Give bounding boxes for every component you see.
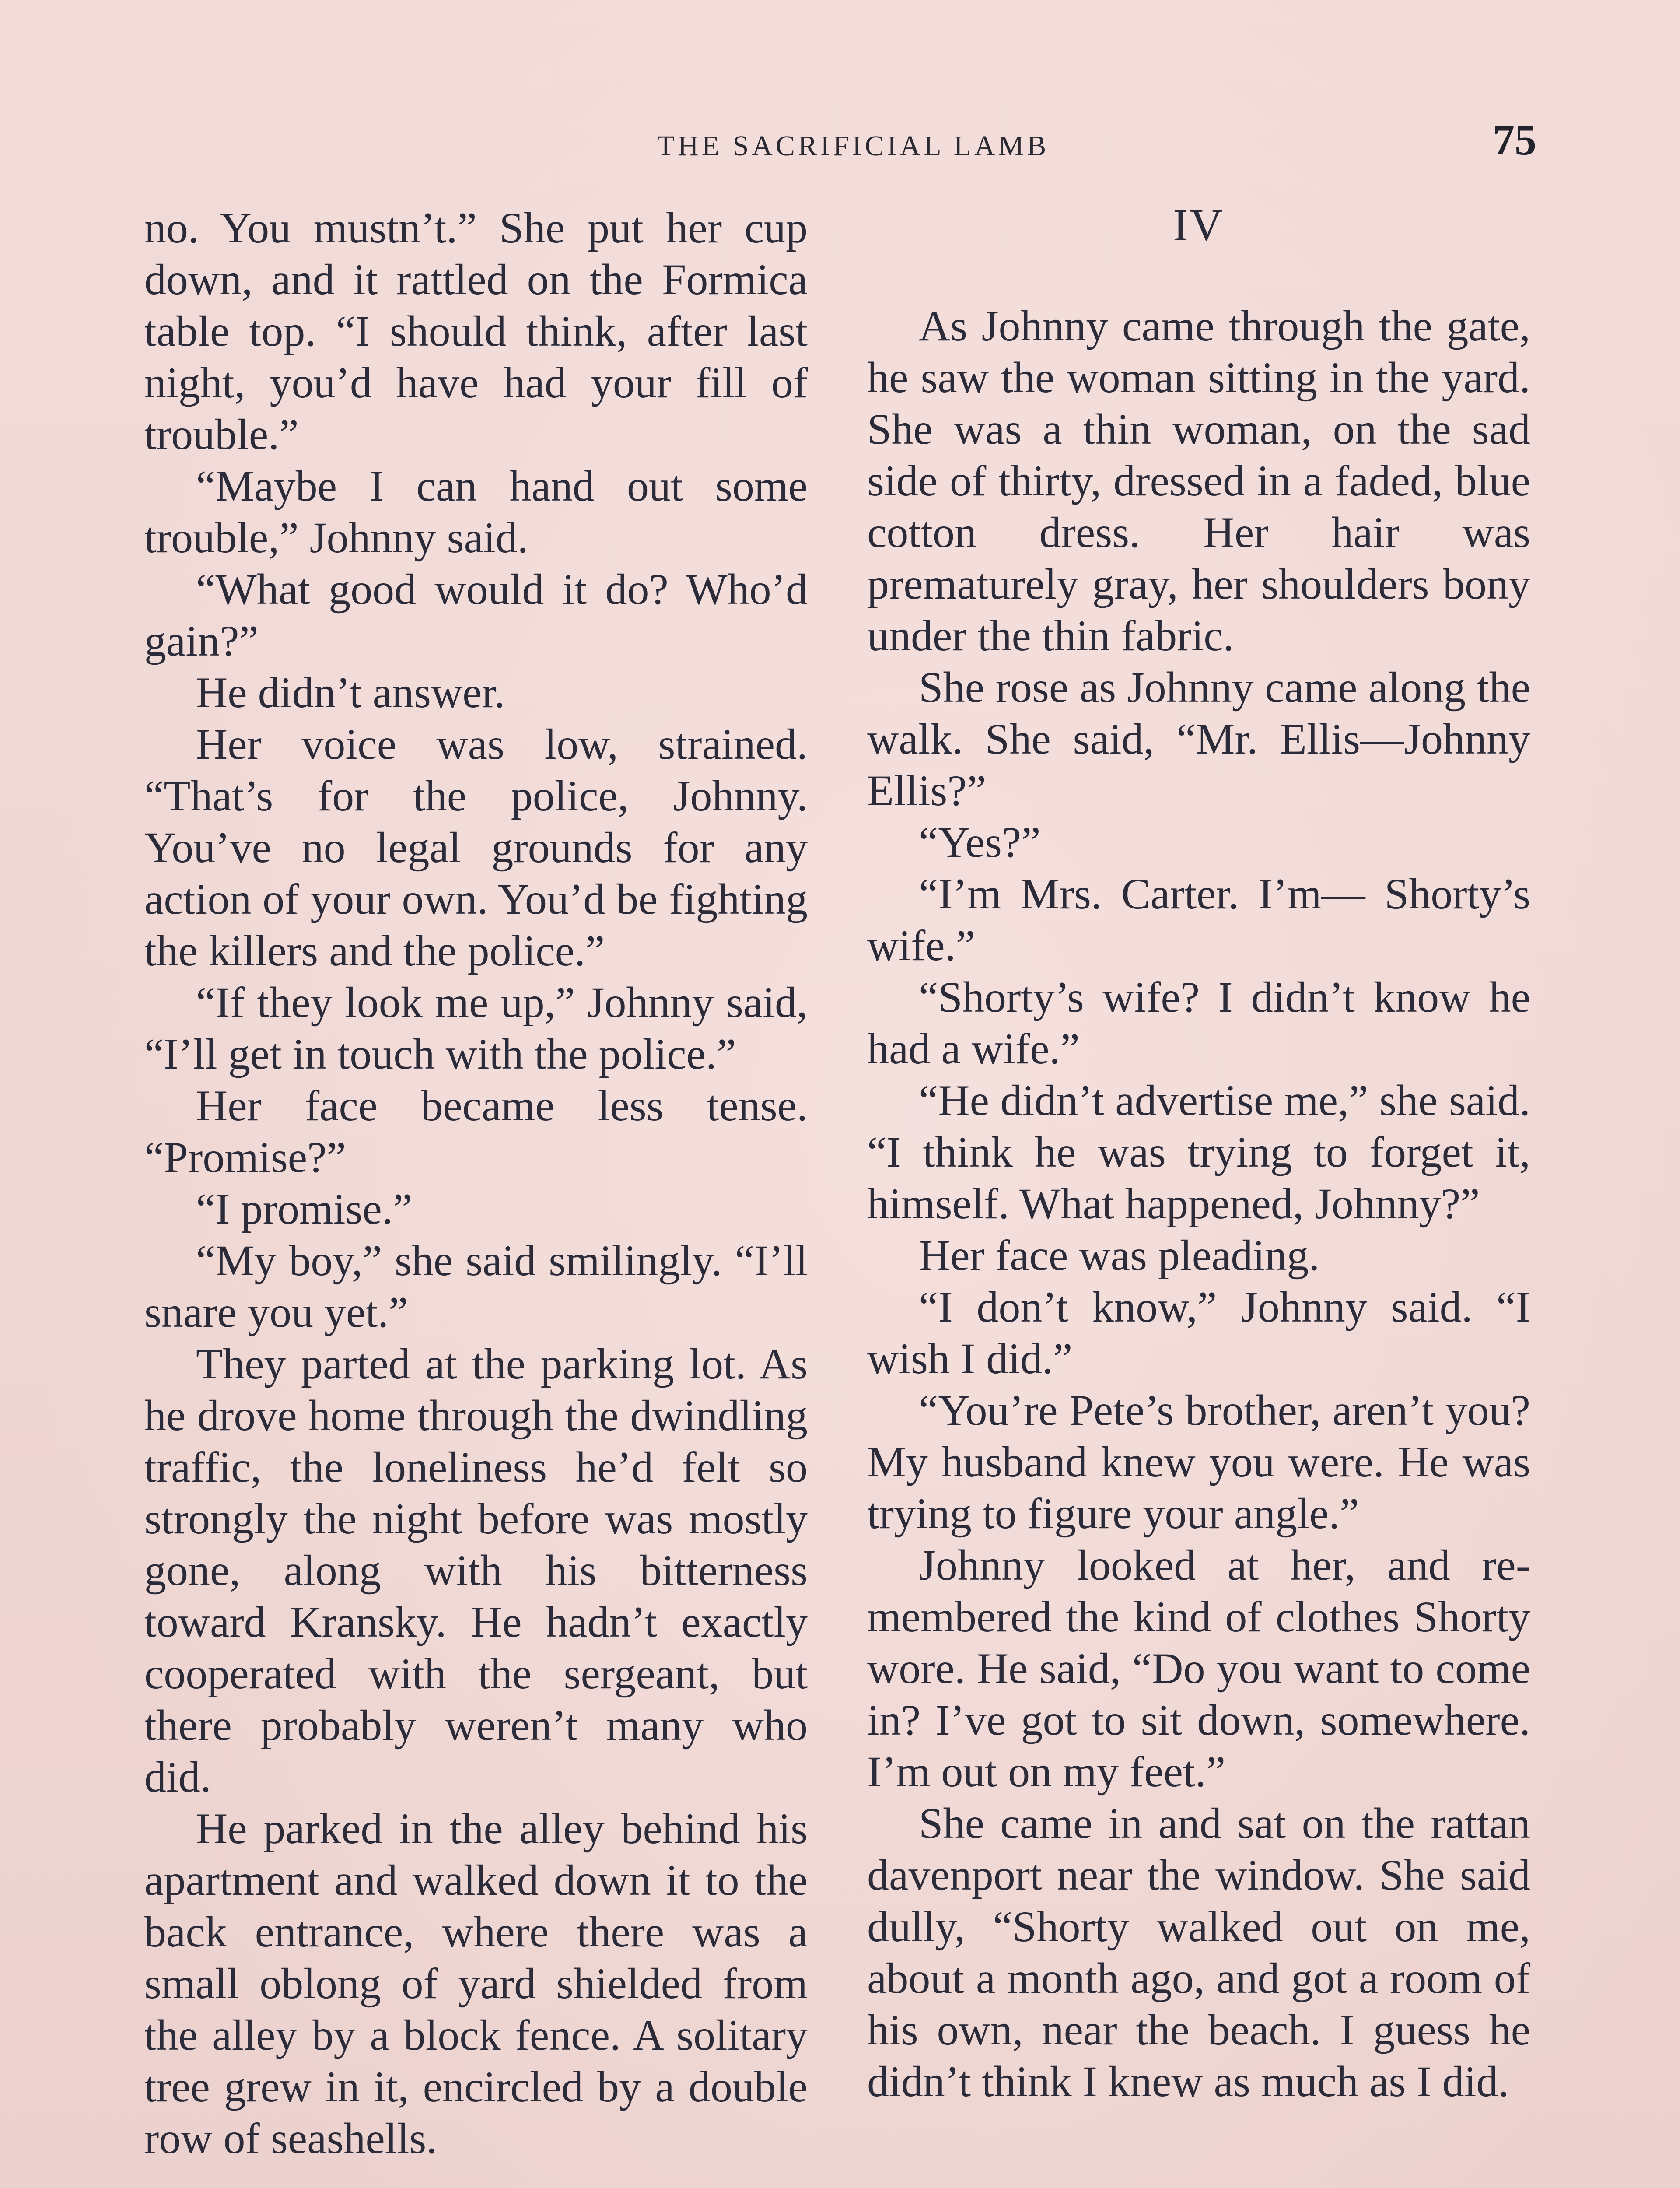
running-title: THE SACRIFICIAL LAMB bbox=[657, 130, 1050, 162]
paragraph: Johnny looked at her, and remembered the kind of clothes Shorty wore. He said, “Do you want to come in? I’ve got to sit down, somewhere. I’m out on my feet.” bbox=[867, 1541, 1530, 1796]
paragraph: He parked in the alley behind his apartment and walked down it to the back entrance, where there was a small oblong of yard shielded from the alley by a block fence. A solitary tree grew in it, encircled by a double row of seashells. bbox=[144, 1804, 808, 2163]
paragraph: “I’m Mrs. Carter. I’m— Shorty’s wife.” bbox=[867, 870, 1530, 970]
left-column bbox=[144, 202, 808, 2164]
paragraph: “I promise.” bbox=[196, 1185, 413, 1233]
paragraph: She rose as Johnny came along the walk. She said, “Mr. Ellis—Johnny Ellis?” bbox=[867, 663, 1530, 815]
paragraph: “If they look me up,” Johnny said, “I’ll get in touch with the police.” bbox=[144, 978, 808, 1078]
paragraph: “My boy,” she said smilingly. “I’ll snare you yet.” bbox=[144, 1236, 808, 1336]
right-column bbox=[867, 202, 1530, 2107]
paragraph: She came in and sat on the rattan davenport near the window. She said dully, “Shorty walked out on me, about a month ago, and got a room of his own, near the beach. I guess he didn’t think I knew as much as I did. bbox=[867, 1799, 1530, 2106]
paragraph: Her voice was low, strained. “That’s for the police, Johnny. You’ve no legal grounds for any action of your own. You’d be fighting the killers and the police.” bbox=[144, 720, 808, 975]
paragraph: “He didn’t advertise me,” she said. “I think he was trying to forget it, himself. What happened, Johnny?” bbox=[867, 1076, 1530, 1228]
chapter-heading: IV bbox=[1173, 200, 1225, 250]
paragraph: As Johnny came through the gate, he saw the woman sitting in the yard. She was a thin woman, on the sad side of thirty, dressed in a faded, blue cotton dress. Her hair was prematurely gray, her shoulders bony under the thin fabric. bbox=[867, 302, 1530, 660]
paragraph: They parted at the parking lot. As he drove home through the dwindling traffic, the loneliness he’d felt so strongly the night before was mostly gone, along with his bitterness toward Kransky. He hadn’t exactly cooperated with the sergeant, but there probably weren’t many who did. bbox=[144, 1339, 808, 1801]
paragraph: no. You mustn’t.” She put her cup down, and it rattled on the Formica table top. “I should think, after last night, you’d have had your fill of trouble.” bbox=[144, 203, 808, 459]
paragraph: “What good would it do? Who’d gain?” bbox=[144, 565, 808, 665]
paragraph: Her face became less tense. “Promise?” bbox=[144, 1081, 808, 1182]
paragraph: He didn’t answer. bbox=[196, 668, 505, 717]
paragraph: Her face was pleading. bbox=[919, 1231, 1320, 1280]
paragraph: “Yes?” bbox=[919, 818, 1041, 866]
paragraph: “You’re Pete’s brother, aren’t you? My husband knew you were. He was trying to figure your angle.” bbox=[867, 1386, 1530, 1538]
paragraph: “Shorty’s wife? I didn’t know he had a wife.” bbox=[867, 973, 1530, 1073]
paragraph: “I don’t know,” Johnny said. “I wish I did.” bbox=[867, 1283, 1530, 1383]
paragraph: “Maybe I can hand out some trouble,” Johnny said. bbox=[144, 462, 808, 562]
page-number: 75 bbox=[1493, 116, 1536, 164]
